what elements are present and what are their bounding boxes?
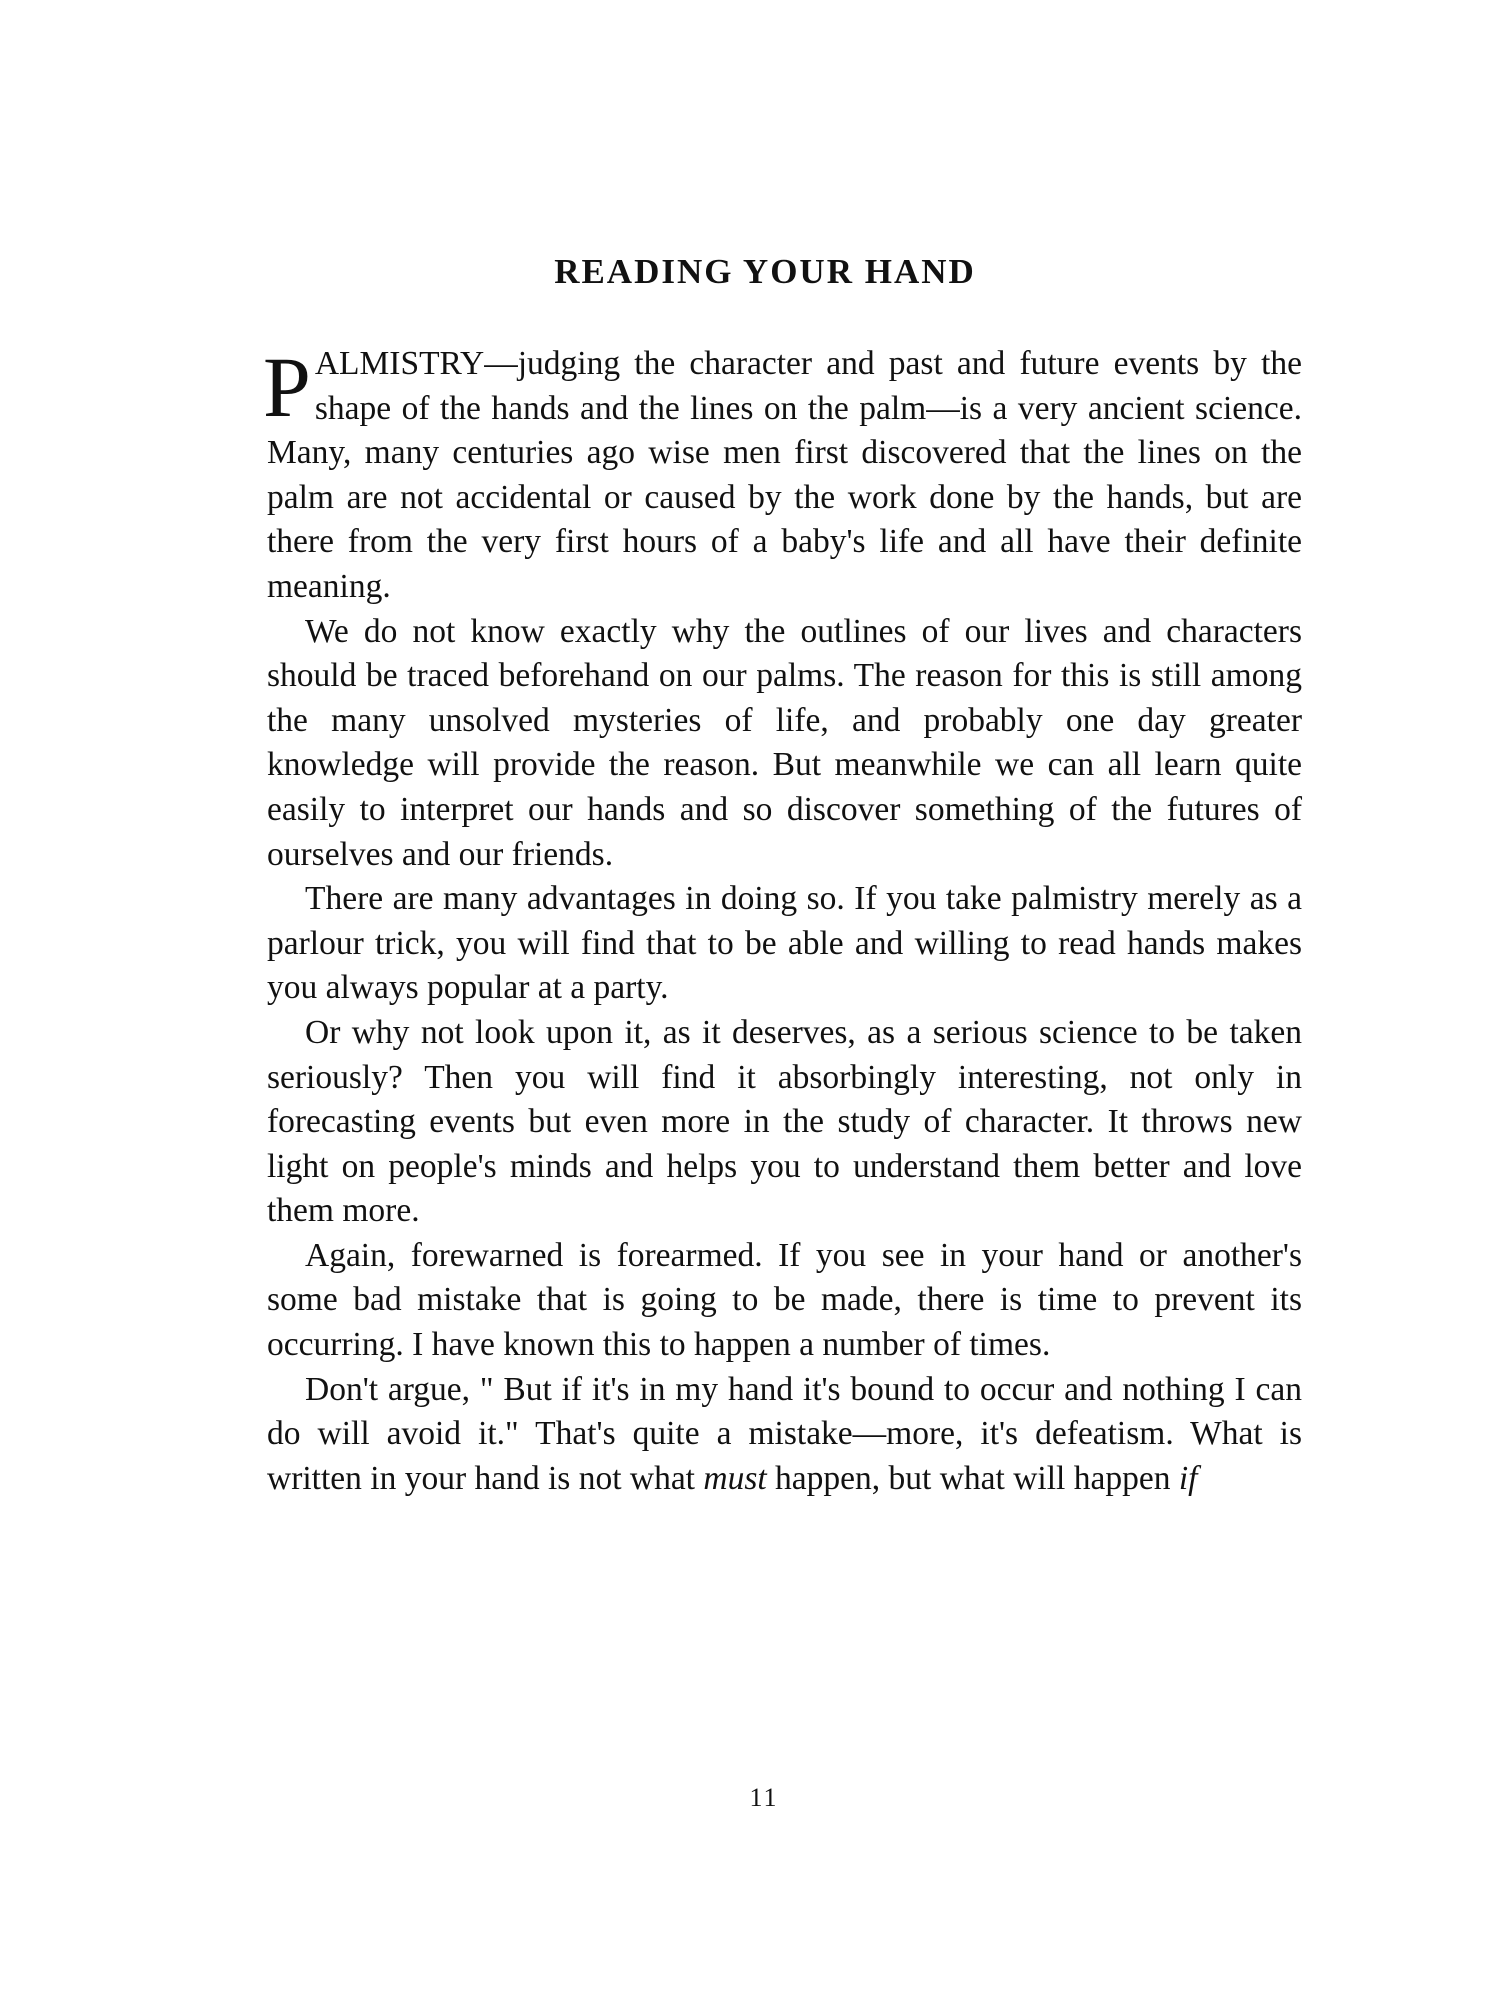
drop-cap: P — [263, 339, 311, 435]
page-number: 11 — [749, 1783, 779, 1812]
paragraph-text: Again, forewarned is forearmed. If you see in your hand or another's some bad mistake that is going to be made, there is time to prevent its occurring. I have known this to happen a number of times. — [267, 1236, 1302, 1364]
paragraph-text: There are many advantages in doing so. If you take palmistry merely as a parlour trick, you will find that to be able and willing to read hands makes you always popular at a party. — [267, 880, 1302, 1007]
paragraph — [267, 877, 1302, 1011]
paragraph — [263, 339, 1302, 610]
paragraph — [267, 610, 1302, 878]
paragraph-text: Don't argue, " But if it's in my hand it's bound to occur and nothing I can do will avoid it." That's quite a mistake—more, it's defeatism. What is written in your hand is not what — [267, 1370, 1302, 1497]
page-title: READING YOUR HAND — [554, 252, 976, 291]
paragraph-text: ALMISTRY—judging the character and past and future events by the shape of the hands and the lines on the palm—is a very ancient science. Many, many centuries ago wise men first discovered that the lines on the palm are not accidental or caused by the work done by the hands, but are there from the very first hours of a baby's life and all have their definite meaning. — [267, 345, 1302, 605]
paragraph — [267, 1368, 1302, 1502]
body-text — [263, 339, 1302, 1501]
emphasis-must: must — [703, 1459, 767, 1497]
paragraph — [267, 1011, 1302, 1234]
paragraph — [267, 1234, 1302, 1368]
paragraph-text: happen, but what will happen — [766, 1459, 1179, 1497]
paragraph-text: We do not know exactly why the outlines of our lives and characters should be traced beforehand on our palms. The reason for this is still among the many unsolved mysteries of life, and probably one day greater knowledge will provide the reason. But meanwhile we can all learn quite easily to interpret our hands and so discover something of the futures of ourselves and our friends. — [267, 612, 1302, 873]
emphasis-if: if — [1178, 1459, 1198, 1497]
paragraph-text: Or why not look upon it, as it deserves, as a serious science to be taken seriously? Then you will find it absorbingly interesting, not only in forecasting events but even more in the study of character. It throws new light on people's minds and helps you to understand them better and love them more. — [267, 1013, 1302, 1230]
